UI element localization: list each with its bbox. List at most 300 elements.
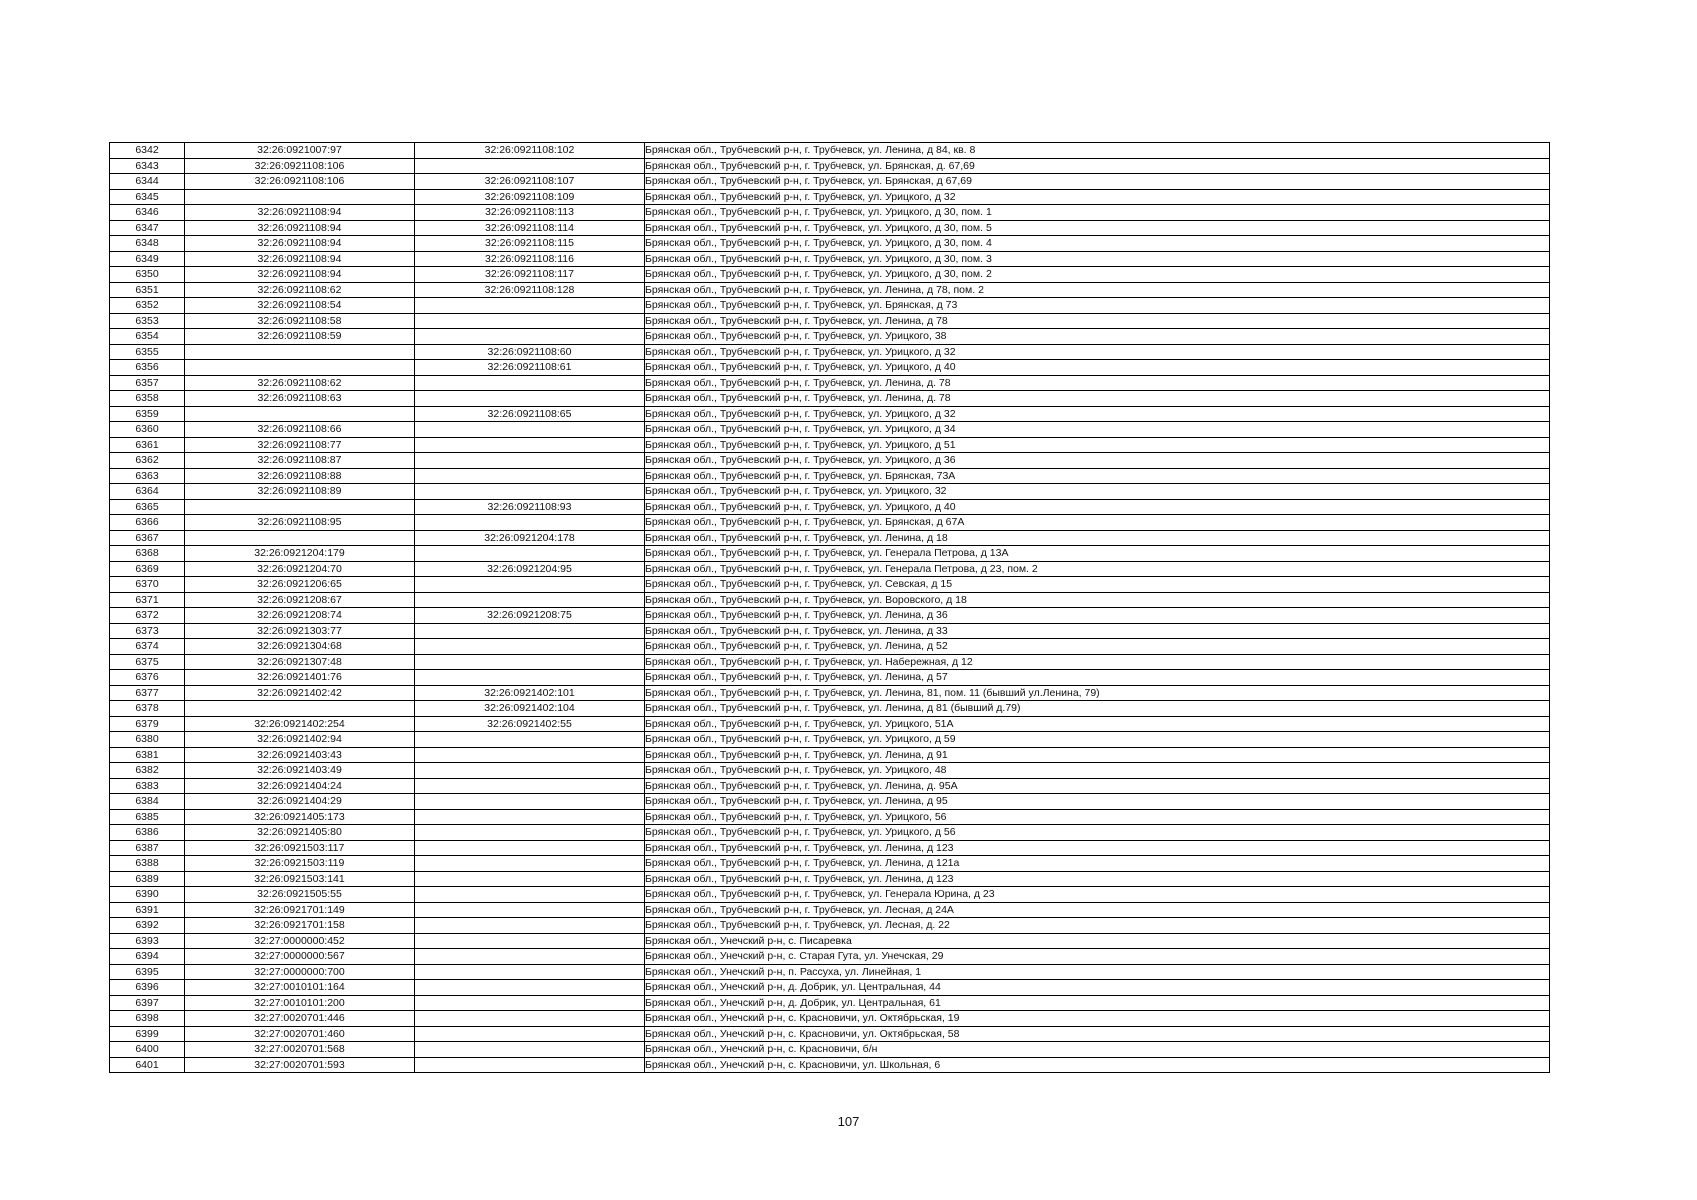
row-number-cell: 6396 [110, 980, 185, 996]
address-cell: Брянская обл., Трубчевский р-н, г. Трубчевск, ул. Брянская, д 67А [645, 515, 1550, 531]
related-cadastral-number-cell [415, 577, 645, 593]
cadastral-number-cell: 32:26:0921405:80 [185, 825, 415, 841]
address-cell: Брянская обл., Трубчевский р-н, г. Трубчевск, ул. Ленина, д 78 [645, 313, 1550, 329]
table-row [110, 1057, 1550, 1073]
cadastral-number-cell: 32:26:0921204:179 [185, 546, 415, 562]
related-cadastral-number-cell [415, 515, 645, 531]
related-cadastral-number-cell [415, 592, 645, 608]
row-number-cell: 6392 [110, 918, 185, 934]
address-cell: Брянская обл., Трубчевский р-н, г. Трубчевск, ул. Ленина, д 36 [645, 608, 1550, 624]
row-number-cell: 6351 [110, 282, 185, 298]
address-cell: Брянская обл., Трубчевский р-н, г. Трубчевск, ул. Ленина, д 57 [645, 670, 1550, 686]
row-number-cell: 6370 [110, 577, 185, 593]
table-row [110, 639, 1550, 655]
address-cell: Брянская обл., Трубчевский р-н, г. Трубчевск, ул. Ленина, д 81 (бывший д.79) [645, 701, 1550, 717]
cadastral-number-cell: 32:26:0921304:68 [185, 639, 415, 655]
table-row [110, 902, 1550, 918]
address-cell: Брянская обл., Трубчевский р-н, г. Трубчевск, ул. Севская, д 15 [645, 577, 1550, 593]
related-cadastral-number-cell [415, 329, 645, 345]
cadastral-number-cell: 32:26:0921108:87 [185, 453, 415, 469]
cadastral-number-cell: 32:26:0921108:94 [185, 236, 415, 252]
cadastral-number-cell: 32:26:0921108:59 [185, 329, 415, 345]
related-cadastral-number-cell [415, 980, 645, 996]
table-row [110, 732, 1550, 748]
address-cell: Брянская обл., Трубчевский р-н, г. Трубчевск, ул. Ленина, д. 78 [645, 375, 1550, 391]
address-cell: Брянская обл., Унечский р-н, с. Красновичи, ул. Октябрьская, 19 [645, 1011, 1550, 1027]
cadastral-number-cell: 32:26:0921701:158 [185, 918, 415, 934]
cadastral-number-cell: 32:27:0020701:568 [185, 1042, 415, 1058]
row-number-cell: 6364 [110, 484, 185, 500]
address-cell: Брянская обл., Трубчевский р-н, г. Трубчевск, ул. Урицкого, д 56 [645, 825, 1550, 841]
address-cell: Брянская обл., Трубчевский р-н, г. Трубчевск, ул. Урицкого, 48 [645, 763, 1550, 779]
row-number-cell: 6349 [110, 251, 185, 267]
table-row [110, 205, 1550, 221]
row-number-cell: 6352 [110, 298, 185, 314]
related-cadastral-number-cell [415, 1057, 645, 1073]
row-number-cell: 6358 [110, 391, 185, 407]
row-number-cell: 6371 [110, 592, 185, 608]
row-number-cell: 6342 [110, 143, 185, 159]
row-number-cell: 6361 [110, 437, 185, 453]
address-cell: Брянская обл., Трубчевский р-н, г. Трубчевск, ул. Урицкого, д 32 [645, 189, 1550, 205]
address-cell: Брянская обл., Трубчевский р-н, г. Трубчевск, ул. Ленина, д 33 [645, 623, 1550, 639]
related-cadastral-number-cell [415, 391, 645, 407]
related-cadastral-number-cell [415, 887, 645, 903]
row-number-cell: 6375 [110, 654, 185, 670]
row-number-cell: 6383 [110, 778, 185, 794]
related-cadastral-number-cell: 32:26:0921108:60 [415, 344, 645, 360]
table-row [110, 267, 1550, 283]
address-cell: Брянская обл., Трубчевский р-н, г. Трубчевск, ул. Урицкого, д 30, пом. 3 [645, 251, 1550, 267]
row-number-cell: 6357 [110, 375, 185, 391]
table-row [110, 453, 1550, 469]
cadastral-number-cell: 32:26:0921403:49 [185, 763, 415, 779]
cadastral-number-cell: 32:26:0921108:62 [185, 282, 415, 298]
table-row [110, 530, 1550, 546]
cadastral-number-cell [185, 499, 415, 515]
row-number-cell: 6363 [110, 468, 185, 484]
related-cadastral-number-cell [415, 763, 645, 779]
address-cell: Брянская обл., Трубчевский р-н, г. Трубчевск, ул. Лесная, д 24А [645, 902, 1550, 918]
table-row [110, 670, 1550, 686]
related-cadastral-number-cell [415, 654, 645, 670]
address-cell: Брянская обл., Трубчевский р-н, г. Трубчевск, ул. Ленина, 81, пом. 11 (бывший ул.Ленина, 79) [645, 685, 1550, 701]
address-cell: Брянская обл., Трубчевский р-н, г. Трубчевск, ул. Ленина, д 78, пом. 2 [645, 282, 1550, 298]
cadastral-number-cell: 32:26:0921108:66 [185, 422, 415, 438]
cadastral-number-cell: 32:27:0020701:593 [185, 1057, 415, 1073]
cadastral-number-cell [185, 701, 415, 717]
table-row [110, 329, 1550, 345]
address-cell: Брянская обл., Трубчевский р-н, г. Трубчевск, ул. Ленина, д. 78 [645, 391, 1550, 407]
table-row [110, 794, 1550, 810]
row-number-cell: 6356 [110, 360, 185, 376]
table-row [110, 701, 1550, 717]
related-cadastral-number-cell [415, 484, 645, 500]
related-cadastral-number-cell [415, 794, 645, 810]
cadastral-number-cell: 32:26:0921108:94 [185, 220, 415, 236]
address-cell: Брянская обл., Трубчевский р-н, г. Трубчевск, ул. Воровского, д 18 [645, 592, 1550, 608]
table-row [110, 592, 1550, 608]
related-cadastral-number-cell: 32:26:0921108:114 [415, 220, 645, 236]
cadastral-number-cell: 32:27:0010101:200 [185, 995, 415, 1011]
related-cadastral-number-cell [415, 825, 645, 841]
row-number-cell: 6384 [110, 794, 185, 810]
cadastral-number-cell: 32:26:0921108:95 [185, 515, 415, 531]
table-row [110, 406, 1550, 422]
table-row [110, 871, 1550, 887]
related-cadastral-number-cell: 32:26:0921402:104 [415, 701, 645, 717]
property-registry-table [109, 142, 1550, 1073]
table-row [110, 887, 1550, 903]
related-cadastral-number-cell: 32:26:0921108:61 [415, 360, 645, 376]
address-cell: Брянская обл., Трубчевский р-н, г. Трубчевск, ул. Ленина, д 18 [645, 530, 1550, 546]
row-number-cell: 6359 [110, 406, 185, 422]
cadastral-number-cell: 32:26:0921206:65 [185, 577, 415, 593]
related-cadastral-number-cell [415, 623, 645, 639]
row-number-cell: 6397 [110, 995, 185, 1011]
related-cadastral-number-cell [415, 732, 645, 748]
table-row [110, 422, 1550, 438]
table-row [110, 391, 1550, 407]
cadastral-number-cell [185, 344, 415, 360]
table-row [110, 685, 1550, 701]
row-number-cell: 6367 [110, 530, 185, 546]
cadastral-number-cell: 32:26:0921401:76 [185, 670, 415, 686]
table-row [110, 949, 1550, 965]
row-number-cell: 6390 [110, 887, 185, 903]
row-number-cell: 6400 [110, 1042, 185, 1058]
row-number-cell: 6369 [110, 561, 185, 577]
address-cell: Брянская обл., Унечский р-н, с. Красновичи, ул. Октябрьская, 58 [645, 1026, 1550, 1042]
row-number-cell: 6382 [110, 763, 185, 779]
cadastral-number-cell: 32:27:0020701:460 [185, 1026, 415, 1042]
related-cadastral-number-cell [415, 453, 645, 469]
address-cell: Брянская обл., Трубчевский р-н, г. Трубчевск, ул. Урицкого, д 40 [645, 499, 1550, 515]
row-number-cell: 6395 [110, 964, 185, 980]
address-cell: Брянская обл., Трубчевский р-н, г. Трубчевск, ул. Генерала Петрова, д 23, пом. 2 [645, 561, 1550, 577]
table-row [110, 468, 1550, 484]
row-number-cell: 6374 [110, 639, 185, 655]
address-cell: Брянская обл., Трубчевский р-н, г. Трубчевск, ул. Генерала Юрина, д 23 [645, 887, 1550, 903]
cadastral-number-cell: 32:26:0921404:29 [185, 794, 415, 810]
row-number-cell: 6344 [110, 174, 185, 190]
table-row [110, 809, 1550, 825]
table-row [110, 546, 1550, 562]
table-row [110, 515, 1550, 531]
cadastral-number-cell: 32:26:0921108:94 [185, 267, 415, 283]
row-number-cell: 6398 [110, 1011, 185, 1027]
address-cell: Брянская обл., Трубчевский р-н, г. Трубчевск, ул. Урицкого, д 59 [645, 732, 1550, 748]
related-cadastral-number-cell: 32:26:0921108:113 [415, 205, 645, 221]
table-row [110, 918, 1550, 934]
related-cadastral-number-cell [415, 468, 645, 484]
row-number-cell: 6343 [110, 158, 185, 174]
row-number-cell: 6346 [110, 205, 185, 221]
table-row [110, 174, 1550, 190]
address-cell: Брянская обл., Трубчевский р-н, г. Трубчевск, ул. Урицкого, 38 [645, 329, 1550, 345]
table-row [110, 577, 1550, 593]
address-cell: Брянская обл., Трубчевский р-н, г. Трубчевск, ул. Ленина, д. 95А [645, 778, 1550, 794]
row-number-cell: 6366 [110, 515, 185, 531]
table-row [110, 964, 1550, 980]
cadastral-number-cell: 32:26:0921403:43 [185, 747, 415, 763]
cadastral-number-cell: 32:26:0921108:63 [185, 391, 415, 407]
address-cell: Брянская обл., Унечский р-н, с. Красновичи, ул. Школьная, 6 [645, 1057, 1550, 1073]
address-cell: Брянская обл., Трубчевский р-н, г. Трубчевск, ул. Урицкого, д 30, пом. 1 [645, 205, 1550, 221]
row-number-cell: 6391 [110, 902, 185, 918]
address-cell: Брянская обл., Унечский р-н, с. Писаревка [645, 933, 1550, 949]
table-row [110, 313, 1550, 329]
related-cadastral-number-cell: 32:26:0921204:178 [415, 530, 645, 546]
row-number-cell: 6385 [110, 809, 185, 825]
cadastral-number-cell: 32:26:0921505:55 [185, 887, 415, 903]
table-row [110, 825, 1550, 841]
row-number-cell: 6389 [110, 871, 185, 887]
table-row [110, 716, 1550, 732]
table-row [110, 608, 1550, 624]
related-cadastral-number-cell [415, 546, 645, 562]
address-cell: Брянская обл., Трубчевский р-н, г. Трубчевск, ул. Урицкого, д 32 [645, 406, 1550, 422]
related-cadastral-number-cell: 32:26:0921108:116 [415, 251, 645, 267]
row-number-cell: 6379 [110, 716, 185, 732]
table-row [110, 158, 1550, 174]
related-cadastral-number-cell [415, 809, 645, 825]
row-number-cell: 6373 [110, 623, 185, 639]
address-cell: Брянская обл., Унечский р-н, с. Красновичи, б/н [645, 1042, 1550, 1058]
address-cell: Брянская обл., Унечский р-н, д. Добрик, ул. Центральная, 44 [645, 980, 1550, 996]
address-cell: Брянская обл., Трубчевский р-н, г. Трубчевск, ул. Урицкого, д 30, пом. 2 [645, 267, 1550, 283]
related-cadastral-number-cell [415, 949, 645, 965]
cadastral-number-cell: 32:26:0921503:117 [185, 840, 415, 856]
cadastral-number-cell: 32:26:0921402:94 [185, 732, 415, 748]
row-number-cell: 6399 [110, 1026, 185, 1042]
related-cadastral-number-cell [415, 933, 645, 949]
address-cell: Брянская обл., Трубчевский р-н, г. Трубчевск, ул. Генерала Петрова, д 13А [645, 546, 1550, 562]
address-cell: Брянская обл., Трубчевский р-н, г. Трубчевск, ул. Брянская, д 67,69 [645, 174, 1550, 190]
cadastral-number-cell: 32:27:0000000:452 [185, 933, 415, 949]
address-cell: Брянская обл., Трубчевский р-н, г. Трубчевск, ул. Урицкого, д 36 [645, 453, 1550, 469]
address-cell: Брянская обл., Трубчевский р-н, г. Трубчевск, ул. Ленина, д 52 [645, 639, 1550, 655]
cadastral-number-cell: 32:26:0921208:67 [185, 592, 415, 608]
address-cell: Брянская обл., Трубчевский р-н, г. Трубчевск, ул. Брянская, д. 67,69 [645, 158, 1550, 174]
cadastral-number-cell: 32:27:0010101:164 [185, 980, 415, 996]
related-cadastral-number-cell: 32:26:0921108:109 [415, 189, 645, 205]
related-cadastral-number-cell [415, 747, 645, 763]
cadastral-number-cell: 32:26:0921204:70 [185, 561, 415, 577]
address-cell: Брянская обл., Трубчевский р-н, г. Трубчевск, ул. Ленина, д 123 [645, 840, 1550, 856]
cadastral-number-cell: 32:26:0921307:48 [185, 654, 415, 670]
related-cadastral-number-cell: 32:26:0921402:101 [415, 685, 645, 701]
cadastral-number-cell: 32:27:0000000:700 [185, 964, 415, 980]
row-number-cell: 6348 [110, 236, 185, 252]
address-cell: Брянская обл., Унечский р-н, п. Рассуха, ул. Линейная, 1 [645, 964, 1550, 980]
row-number-cell: 6378 [110, 701, 185, 717]
cadastral-number-cell: 32:26:0921108:94 [185, 251, 415, 267]
address-cell: Брянская обл., Унечский р-н, д. Добрик, ул. Центральная, 61 [645, 995, 1550, 1011]
related-cadastral-number-cell: 32:26:0921108:102 [415, 143, 645, 159]
related-cadastral-number-cell [415, 298, 645, 314]
related-cadastral-number-cell [415, 778, 645, 794]
cadastral-number-cell: 32:26:0921701:149 [185, 902, 415, 918]
address-cell: Брянская обл., Трубчевский р-н, г. Трубчевск, ул. Урицкого, 56 [645, 809, 1550, 825]
related-cadastral-number-cell: 32:26:0921204:95 [415, 561, 645, 577]
row-number-cell: 6387 [110, 840, 185, 856]
table-row [110, 1011, 1550, 1027]
address-cell: Брянская обл., Трубчевский р-н, г. Трубчевск, ул. Набережная, д 12 [645, 654, 1550, 670]
cadastral-number-cell: 32:26:0921405:173 [185, 809, 415, 825]
address-cell: Брянская обл., Трубчевский р-н, г. Трубчевск, ул. Урицкого, д 30, пом. 4 [645, 236, 1550, 252]
address-cell: Брянская обл., Унечский р-н, с. Старая Гута, ул. Унечская, 29 [645, 949, 1550, 965]
related-cadastral-number-cell [415, 964, 645, 980]
cadastral-number-cell: 32:26:0921108:88 [185, 468, 415, 484]
cadastral-number-cell: 32:26:0921503:141 [185, 871, 415, 887]
address-cell: Брянская обл., Трубчевский р-н, г. Трубчевск, ул. Урицкого, д 51 [645, 437, 1550, 453]
cadastral-number-cell: 32:26:0921108:89 [185, 484, 415, 500]
table-row [110, 980, 1550, 996]
related-cadastral-number-cell: 32:26:0921108:115 [415, 236, 645, 252]
related-cadastral-number-cell [415, 375, 645, 391]
cadastral-number-cell: 32:27:0000000:567 [185, 949, 415, 965]
row-number-cell: 6401 [110, 1057, 185, 1073]
address-cell: Брянская обл., Трубчевский р-н, г. Трубчевск, ул. Брянская, д 73 [645, 298, 1550, 314]
table-row [110, 499, 1550, 515]
row-number-cell: 6377 [110, 685, 185, 701]
row-number-cell: 6353 [110, 313, 185, 329]
related-cadastral-number-cell [415, 995, 645, 1011]
row-number-cell: 6360 [110, 422, 185, 438]
related-cadastral-number-cell [415, 856, 645, 872]
table-row [110, 375, 1550, 391]
cadastral-number-cell: 32:26:0921108:62 [185, 375, 415, 391]
address-cell: Брянская обл., Трубчевский р-н, г. Трубчевск, ул. Урицкого, д 30, пом. 5 [645, 220, 1550, 236]
related-cadastral-number-cell: 32:26:0921108:107 [415, 174, 645, 190]
table-row [110, 1042, 1550, 1058]
table-row [110, 840, 1550, 856]
table-row [110, 236, 1550, 252]
row-number-cell: 6368 [110, 546, 185, 562]
address-cell: Брянская обл., Трубчевский р-н, г. Трубчевск, ул. Ленина, д 121а [645, 856, 1550, 872]
table-row [110, 484, 1550, 500]
related-cadastral-number-cell: 32:26:0921108:65 [415, 406, 645, 422]
address-cell: Брянская обл., Трубчевский р-н, г. Трубчевск, ул. Урицкого, 32 [645, 484, 1550, 500]
related-cadastral-number-cell [415, 1026, 645, 1042]
cadastral-number-cell: 32:26:0921303:77 [185, 623, 415, 639]
table-row [110, 623, 1550, 639]
table-row [110, 251, 1550, 267]
related-cadastral-number-cell [415, 902, 645, 918]
row-number-cell: 6388 [110, 856, 185, 872]
table-row [110, 344, 1550, 360]
address-cell: Брянская обл., Трубчевский р-н, г. Трубчевск, ул. Урицкого, д 40 [645, 360, 1550, 376]
cadastral-number-cell [185, 530, 415, 546]
cadastral-number-cell: 32:26:0921007:97 [185, 143, 415, 159]
cadastral-number-cell: 32:26:0921108:77 [185, 437, 415, 453]
related-cadastral-number-cell: 32:26:0921208:75 [415, 608, 645, 624]
table-row [110, 220, 1550, 236]
related-cadastral-number-cell [415, 670, 645, 686]
related-cadastral-number-cell [415, 918, 645, 934]
table-row [110, 189, 1550, 205]
cadastral-number-cell: 32:26:0921208:74 [185, 608, 415, 624]
table-body [110, 143, 1550, 1073]
related-cadastral-number-cell: 32:26:0921108:128 [415, 282, 645, 298]
table-row [110, 561, 1550, 577]
cadastral-number-cell: 32:26:0921503:119 [185, 856, 415, 872]
table-row [110, 995, 1550, 1011]
table-row [110, 763, 1550, 779]
row-number-cell: 6381 [110, 747, 185, 763]
cadastral-number-cell: 32:26:0921108:94 [185, 205, 415, 221]
cadastral-number-cell [185, 406, 415, 422]
cadastral-number-cell: 32:27:0020701:446 [185, 1011, 415, 1027]
address-cell: Брянская обл., Трубчевский р-н, г. Трубчевск, ул. Урицкого, д 32 [645, 344, 1550, 360]
row-number-cell: 6394 [110, 949, 185, 965]
related-cadastral-number-cell [415, 422, 645, 438]
related-cadastral-number-cell: 32:26:0921108:117 [415, 267, 645, 283]
row-number-cell: 6365 [110, 499, 185, 515]
cadastral-number-cell: 32:26:0921404:24 [185, 778, 415, 794]
cadastral-number-cell: 32:26:0921108:106 [185, 174, 415, 190]
table-row [110, 654, 1550, 670]
row-number-cell: 6350 [110, 267, 185, 283]
related-cadastral-number-cell [415, 840, 645, 856]
address-cell: Брянская обл., Трубчевский р-н, г. Трубчевск, ул. Ленина, д 91 [645, 747, 1550, 763]
table-row [110, 143, 1550, 159]
address-cell: Брянская обл., Трубчевский р-н, г. Трубчевск, ул. Брянская, 73А [645, 468, 1550, 484]
table-row [110, 1026, 1550, 1042]
row-number-cell: 6386 [110, 825, 185, 841]
cadastral-number-cell [185, 360, 415, 376]
address-cell: Брянская обл., Трубчевский р-н, г. Трубчевск, ул. Урицкого, д 34 [645, 422, 1550, 438]
row-number-cell: 6362 [110, 453, 185, 469]
row-number-cell: 6355 [110, 344, 185, 360]
related-cadastral-number-cell: 32:26:0921402:55 [415, 716, 645, 732]
address-cell: Брянская обл., Трубчевский р-н, г. Трубчевск, ул. Урицкого, 51А [645, 716, 1550, 732]
row-number-cell: 6376 [110, 670, 185, 686]
table-row [110, 933, 1550, 949]
table-row [110, 856, 1550, 872]
related-cadastral-number-cell [415, 1011, 645, 1027]
related-cadastral-number-cell [415, 158, 645, 174]
row-number-cell: 6372 [110, 608, 185, 624]
cadastral-number-cell: 32:26:0921108:54 [185, 298, 415, 314]
table-row [110, 437, 1550, 453]
table-row [110, 747, 1550, 763]
table-row [110, 298, 1550, 314]
address-cell: Брянская обл., Трубчевский р-н, г. Трубчевск, ул. Ленина, д 123 [645, 871, 1550, 887]
row-number-cell: 6393 [110, 933, 185, 949]
table-row [110, 282, 1550, 298]
address-cell: Брянская обл., Трубчевский р-н, г. Трубчевск, ул. Ленина, д 95 [645, 794, 1550, 810]
related-cadastral-number-cell [415, 437, 645, 453]
cadastral-number-cell: 32:26:0921108:106 [185, 158, 415, 174]
related-cadastral-number-cell: 32:26:0921108:93 [415, 499, 645, 515]
row-number-cell: 6380 [110, 732, 185, 748]
table-row [110, 360, 1550, 376]
page-number: 107 [837, 1114, 860, 1129]
cadastral-number-cell: 32:26:0921402:42 [185, 685, 415, 701]
row-number-cell: 6347 [110, 220, 185, 236]
address-cell: Брянская обл., Трубчевский р-н, г. Трубчевск, ул. Ленина, д 84, кв. 8 [645, 143, 1550, 159]
address-cell: Брянская обл., Трубчевский р-н, г. Трубчевск, ул. Лесная, д. 22 [645, 918, 1550, 934]
cadastral-number-cell: 32:26:0921108:58 [185, 313, 415, 329]
row-number-cell: 6354 [110, 329, 185, 345]
related-cadastral-number-cell [415, 639, 645, 655]
row-number-cell: 6345 [110, 189, 185, 205]
table-row [110, 778, 1550, 794]
related-cadastral-number-cell [415, 1042, 645, 1058]
cadastral-number-cell [185, 189, 415, 205]
